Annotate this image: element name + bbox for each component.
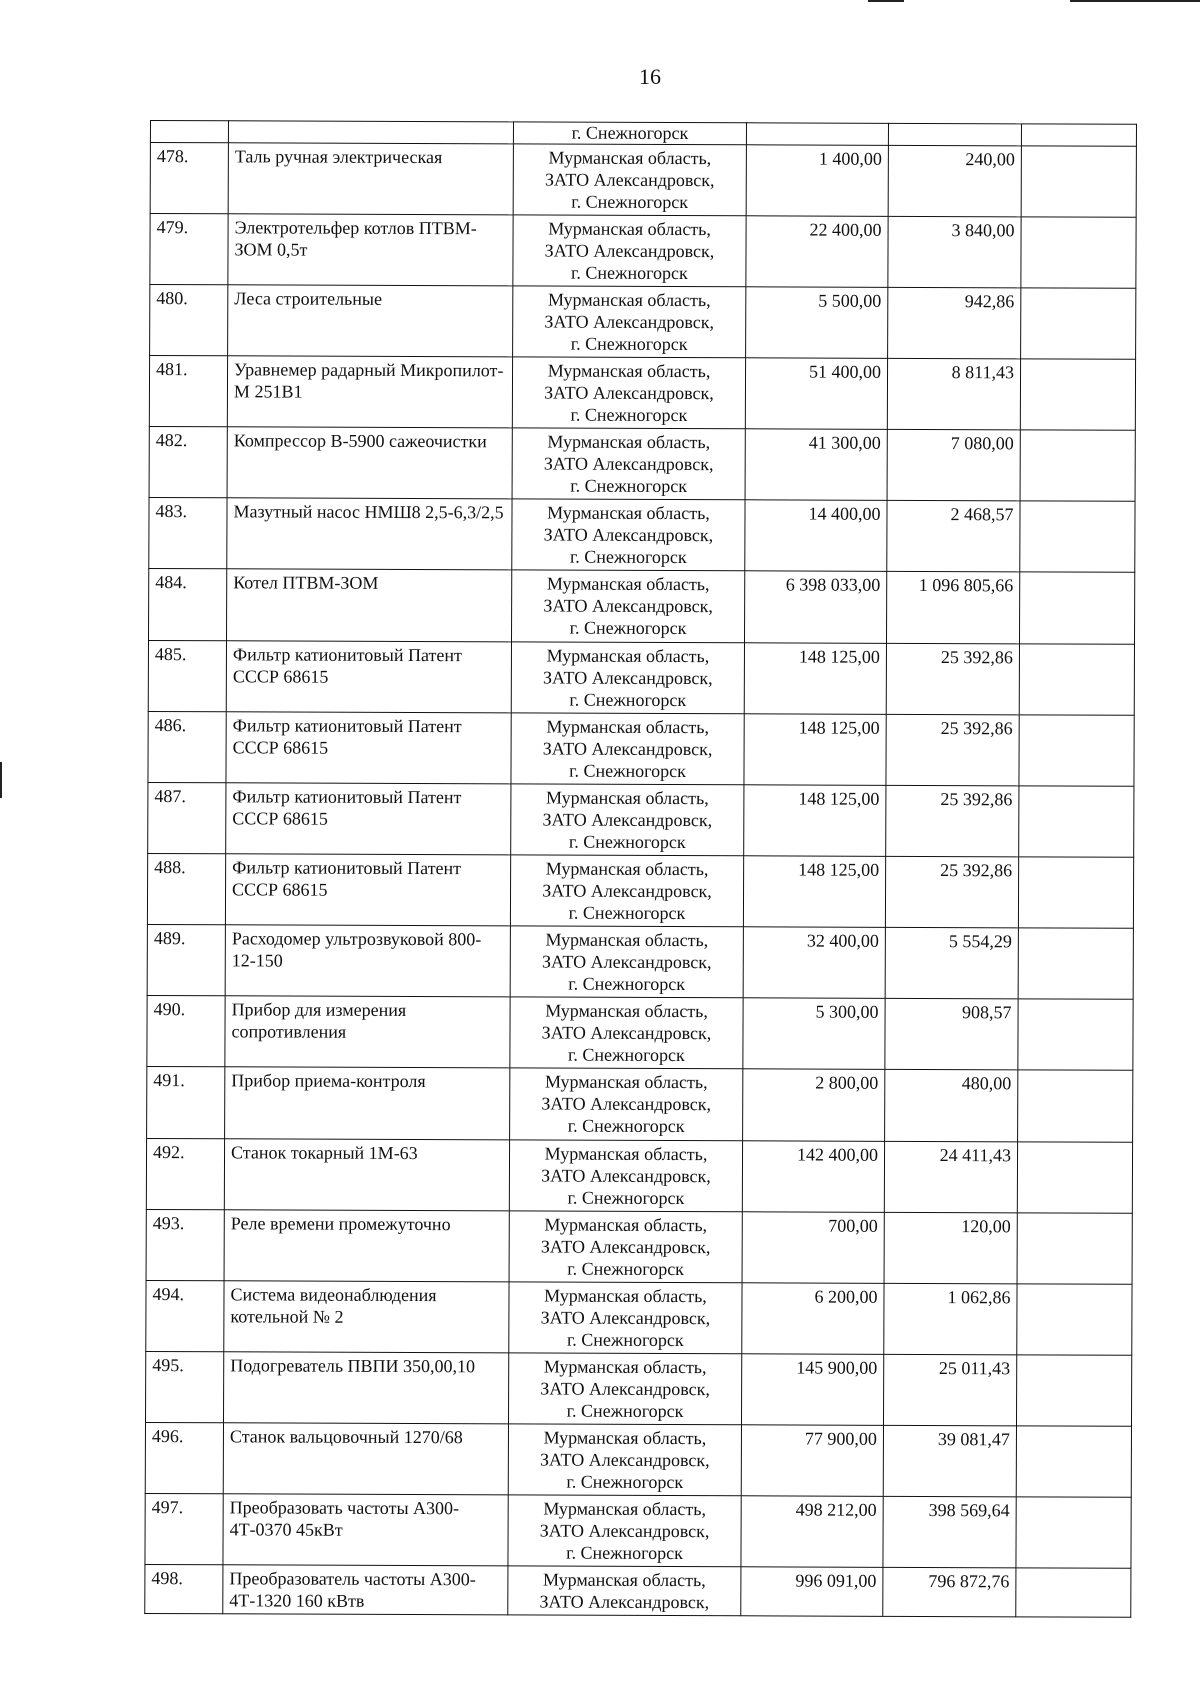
address-line: г. Снежногорск: [570, 333, 688, 354]
cell-address: [512, 570, 745, 642]
address-line: г. Снежногорск: [571, 191, 689, 212]
cell-address: [510, 855, 743, 927]
cell-value1: 6 200,00: [742, 1283, 884, 1355]
table-row: [149, 427, 1135, 502]
address-line: г. Снежногорск: [567, 1187, 685, 1208]
address-line: г. Снежногорск: [568, 973, 686, 995]
cell-address: [513, 215, 746, 287]
cell-value1: 5 500,00: [746, 287, 888, 359]
cell-value1: 145 900,00: [741, 1354, 883, 1426]
cell-number: 495.: [145, 1352, 223, 1423]
cell-name: Преобразователь частоты А300-4Т-1320 160 кВтв: [223, 1565, 508, 1615]
cell-value1: 1 400,00: [746, 144, 888, 216]
cell-number: 481.: [149, 356, 227, 427]
address-line: Мурманская область,: [546, 645, 710, 666]
table-row: [148, 711, 1134, 786]
address-line: Мурманская область,: [546, 716, 710, 737]
cell-number: 496.: [145, 1423, 223, 1494]
address-line: г. Снежногорск: [566, 1542, 683, 1564]
cell-value2: 25 392,86: [886, 714, 1019, 786]
cell-extra: [1018, 1070, 1133, 1142]
cell-address: [511, 642, 744, 714]
cell-extra: [1020, 359, 1135, 431]
cell-value2: 39 081,47: [883, 1425, 1016, 1497]
cell-value2: 2 468,57: [887, 501, 1020, 573]
cell-number: [150, 121, 228, 143]
cell-value1: 142 400,00: [742, 1140, 884, 1212]
cell-address: [509, 1211, 742, 1283]
address-line: Мурманская область,: [547, 431, 711, 453]
table-body: [145, 121, 1137, 1618]
cell-extra: [1016, 1568, 1131, 1617]
cell-extra: [1017, 1213, 1132, 1285]
cell-number: 498.: [145, 1565, 223, 1614]
address-line: ЗАТО Александровск,: [541, 951, 712, 973]
address-line: Мурманская область,: [546, 787, 709, 809]
cell-address: [508, 1353, 741, 1425]
cell-address: [509, 1139, 742, 1211]
table-row: [146, 1280, 1132, 1355]
scan-artifact: [0, 762, 2, 798]
cell-value1: 32 400,00: [743, 927, 885, 999]
address-line: ЗАТО Александровск,: [540, 1236, 711, 1257]
cell-value1: 148 125,00: [744, 642, 886, 714]
cell-address: г. Снежногорск: [513, 122, 746, 145]
inventory-table: [144, 120, 1137, 1618]
page-number: 16: [639, 64, 661, 89]
cell-value1: [746, 123, 888, 145]
address-line: г. Снежногорск: [569, 546, 687, 568]
address-line: Мурманская область,: [543, 1498, 707, 1520]
address-line: ЗАТО Александровск,: [542, 738, 713, 759]
cell-value2: 120,00: [884, 1212, 1017, 1284]
cell-number: 489.: [147, 925, 225, 996]
table-row: [147, 854, 1133, 929]
cell-name: Расходомер ультрозвуковой 800-12-150: [225, 925, 510, 997]
cell-name: Реле времени промежуточно: [224, 1210, 509, 1282]
cell-extra: [1016, 1497, 1131, 1569]
address-line: Мурманская область,: [544, 1285, 707, 1307]
cell-address: [511, 784, 744, 856]
cell-number: 478.: [150, 142, 228, 213]
table-row: [150, 284, 1136, 359]
cell-address: [511, 713, 744, 785]
cell-extra: [1018, 999, 1133, 1071]
cell-value2: 908,57: [885, 999, 1018, 1071]
cell-address: [513, 144, 746, 216]
address-line: ЗАТО Александровск,: [541, 1165, 711, 1186]
address-line: ЗАТО Александровск,: [542, 880, 712, 902]
address-line: Мурманская область,: [543, 1356, 707, 1378]
cell-extra: [1019, 715, 1134, 787]
cell-value1: 498 212,00: [741, 1496, 883, 1568]
cell-name: Компрессор В-5900 сажеочистки: [227, 427, 512, 499]
table-row: [148, 640, 1134, 715]
address-line: ЗАТО Александровск,: [540, 1449, 710, 1471]
address-line: ЗАТО Александровск,: [540, 1378, 710, 1400]
cell-value2: 24 411,43: [884, 1141, 1017, 1213]
cell-address: [509, 1282, 742, 1354]
table-row: [145, 1565, 1131, 1617]
cell-name: Фильтр катионитовый Патент СССР 68615: [226, 640, 511, 712]
cell-value1: 2 800,00: [743, 1069, 885, 1141]
address-line: г. Снежногорск: [569, 618, 687, 639]
address-line: ЗАТО Александровск,: [543, 453, 714, 475]
cell-name: Прибор приема-контроля: [225, 1067, 510, 1139]
address-line: ЗАТО Александровск,: [544, 240, 715, 261]
address-line: ЗАТО Александровск,: [540, 1307, 711, 1329]
cell-extra: [1021, 288, 1136, 360]
cell-number: 485.: [148, 640, 226, 711]
table-row: [146, 1209, 1132, 1284]
cell-extra: [1016, 1426, 1131, 1498]
cell-number: 487.: [148, 782, 226, 853]
cell-value1: 14 400,00: [745, 500, 887, 572]
cell-value2: 5 554,29: [885, 928, 1018, 1000]
address-line: г. Снежногорск: [567, 1116, 685, 1137]
address-line: ЗАТО Александровск,: [539, 1591, 710, 1613]
cell-name: Станок токарный 1М-63: [224, 1138, 509, 1210]
cell-name: Электротельфер котлов ПТВМ-ЗОМ 0,5т: [228, 214, 513, 286]
address-line: Мурманская область,: [546, 574, 710, 595]
cell-extra: [1021, 217, 1136, 289]
cell-value2: [888, 123, 1021, 145]
scan-artifact: [1070, 0, 1200, 2]
cell-number: 491.: [147, 1067, 225, 1138]
cell-value1: 996 091,00: [741, 1567, 883, 1616]
address-line: ЗАТО Александровск,: [539, 1520, 710, 1542]
cell-name: Фильтр катионитовый Патент СССР 68615: [226, 783, 511, 855]
cell-value2: 1 062,86: [884, 1283, 1017, 1355]
table-row: [149, 498, 1135, 573]
cell-number: 492.: [146, 1138, 224, 1209]
address-line: ЗАТО Александровск,: [541, 1093, 712, 1115]
address-line: Мурманская область,: [544, 1214, 708, 1235]
cell-value1: 22 400,00: [746, 216, 888, 288]
cell-value2: 25 392,86: [886, 643, 1019, 715]
cell-number: 488.: [147, 854, 225, 925]
cell-extra: [1021, 124, 1136, 146]
address-line: г. Снежногорск: [566, 1400, 684, 1422]
cell-number: 479.: [150, 213, 228, 284]
cell-value2: 1 096 805,66: [886, 572, 1019, 644]
cell-value1: 148 125,00: [743, 856, 885, 928]
cell-name: Система видеонаблюдения котельной № 2: [224, 1281, 509, 1353]
cell-value2: 25 392,86: [886, 785, 1019, 857]
cell-address: [513, 286, 746, 358]
cell-extra: [1020, 430, 1135, 502]
address-line: Мурманская область,: [545, 858, 709, 880]
table-row: [150, 213, 1136, 288]
address-line: г. Снежногорск: [570, 475, 687, 497]
cell-number: 494.: [146, 1280, 224, 1351]
cell-value1: 148 125,00: [744, 785, 886, 857]
address-line: г. Снежногорск: [566, 1471, 684, 1493]
table-row: [147, 996, 1133, 1071]
cell-value2: 796 872,76: [883, 1568, 1016, 1617]
cell-address: [512, 357, 745, 429]
cell-value2: 240,00: [888, 145, 1021, 217]
cell-address: [510, 997, 743, 1069]
address-line: г. Снежногорск: [570, 404, 688, 426]
address-line: г. Снежногорск: [568, 902, 686, 924]
address-line: г. Снежногорск: [567, 1258, 684, 1279]
cell-value2: 3 840,00: [888, 216, 1021, 288]
address-line: г. Снежногорск: [569, 689, 687, 710]
address-line: Мурманская область,: [547, 502, 710, 524]
cell-extra: [1016, 1355, 1131, 1427]
cell-number: 490.: [147, 996, 225, 1067]
cell-name: Фильтр катионитовый Патент СССР 68615: [226, 712, 511, 784]
cell-address: [508, 1495, 741, 1567]
cell-name: Подогреватель ПВПИ 350,00,10: [223, 1352, 508, 1424]
cell-extra: [1018, 928, 1133, 1000]
address-line: Мурманская область,: [543, 1427, 707, 1449]
address-line: Мурманская область,: [548, 218, 711, 239]
cell-value2: 942,86: [888, 287, 1021, 359]
address-line: г. Снежногорск: [568, 831, 686, 852]
cell-number: 480.: [150, 284, 228, 355]
cell-extra: [1017, 1141, 1132, 1213]
table-row: [146, 1138, 1132, 1213]
cell-address: [510, 926, 743, 998]
cell-address: [508, 1566, 741, 1615]
cell-value2: 25 392,86: [885, 856, 1018, 928]
cell-name: Преобразовать частоты А300-4Т-0370 45кВт: [223, 1494, 508, 1566]
cell-number: 483.: [149, 498, 227, 569]
cell-value1: 700,00: [742, 1212, 884, 1284]
address-line: ЗАТО Александровск,: [543, 667, 713, 688]
cell-number: 497.: [145, 1494, 223, 1565]
cell-extra: [1017, 1284, 1132, 1356]
table-row: [149, 569, 1135, 644]
cell-number: 493.: [146, 1209, 224, 1280]
cell-value1: 51 400,00: [745, 358, 887, 430]
cell-value2: 25 011,43: [883, 1354, 1016, 1426]
cell-number: 484.: [149, 569, 227, 640]
cell-name: Леса строительные: [228, 285, 513, 357]
address-line: ЗАТО Александровск,: [541, 1022, 712, 1044]
table-row: [147, 1067, 1133, 1142]
address-line: г. Снежногорск: [568, 1044, 685, 1066]
cell-extra: [1019, 786, 1134, 858]
cell-name: Станок вальцовочный 1270/68: [223, 1423, 508, 1495]
cell-value1: 148 125,00: [744, 714, 886, 786]
cell-number: 486.: [148, 711, 226, 782]
cell-extra: [1019, 643, 1134, 715]
cell-name: Уравнемер радарный Микропилот-М 251В1: [227, 356, 512, 428]
address-line: Мурманская область,: [544, 1143, 708, 1164]
cell-value1: 41 300,00: [745, 429, 887, 501]
address-line: ЗАТО Александровск,: [543, 595, 713, 617]
cell-value2: 7 080,00: [887, 430, 1020, 502]
address-line: Мурманская область,: [547, 360, 711, 382]
table-row: [148, 782, 1134, 857]
table-row: [145, 1352, 1131, 1427]
address-line: Мурманская область,: [548, 147, 712, 168]
cell-address: [508, 1424, 741, 1496]
address-line: Мурманская область,: [547, 289, 711, 311]
address-line: Мурманская область,: [544, 1071, 708, 1093]
cell-extra: [1018, 857, 1133, 929]
table-row: [145, 1494, 1131, 1569]
cell-value1: 5 300,00: [743, 998, 885, 1070]
scan-artifact: [868, 0, 904, 2]
cell-value1: 77 900,00: [741, 1425, 883, 1497]
cell-address: [512, 428, 745, 500]
address-line: Мурманская область,: [545, 929, 709, 951]
address-line: ЗАТО Александровск,: [544, 311, 715, 333]
cell-name: [228, 121, 513, 144]
table-row: [145, 1423, 1131, 1498]
cell-name: Котел ПТВМ-ЗОМ: [227, 569, 512, 641]
cell-name: Мазутный насос НМШ8 2,5-6,3/2,5: [227, 498, 512, 570]
cell-address: [510, 1068, 743, 1140]
cell-extra: [1021, 145, 1136, 217]
address-line: ЗАТО Александровск,: [544, 382, 714, 404]
address-line: ЗАТО Александровск,: [544, 169, 715, 190]
cell-extra: [1019, 572, 1134, 644]
cell-value2: 398 569,64: [883, 1497, 1016, 1569]
address-line: г. Снежногорск: [566, 1329, 684, 1350]
address-line: г. Снежногорск: [569, 760, 686, 781]
cell-address: [512, 499, 745, 571]
table-row: [150, 142, 1136, 217]
cell-number: 482.: [149, 427, 227, 498]
address-line: Мурманская область,: [545, 1000, 708, 1022]
cell-value2: 480,00: [885, 1070, 1018, 1142]
cell-value2: 8 811,43: [887, 358, 1020, 430]
cell-name: Таль ручная электрическая: [228, 142, 513, 214]
table-row: [147, 925, 1133, 1000]
address-line: г. Снежногорск: [571, 262, 688, 283]
address-line: ЗАТО Александровск,: [542, 809, 713, 831]
address-line: ЗАТО Александровск,: [543, 524, 714, 546]
cell-extra: [1020, 501, 1135, 573]
address-line: Мурманская область,: [543, 1569, 706, 1591]
cell-name: Фильтр катионитовый Патент СССР 68615: [225, 854, 510, 926]
cell-value1: 6 398 033,00: [744, 571, 886, 643]
cell-name: Прибор для измерения сопротивления: [225, 996, 510, 1068]
table-row: [149, 356, 1135, 431]
